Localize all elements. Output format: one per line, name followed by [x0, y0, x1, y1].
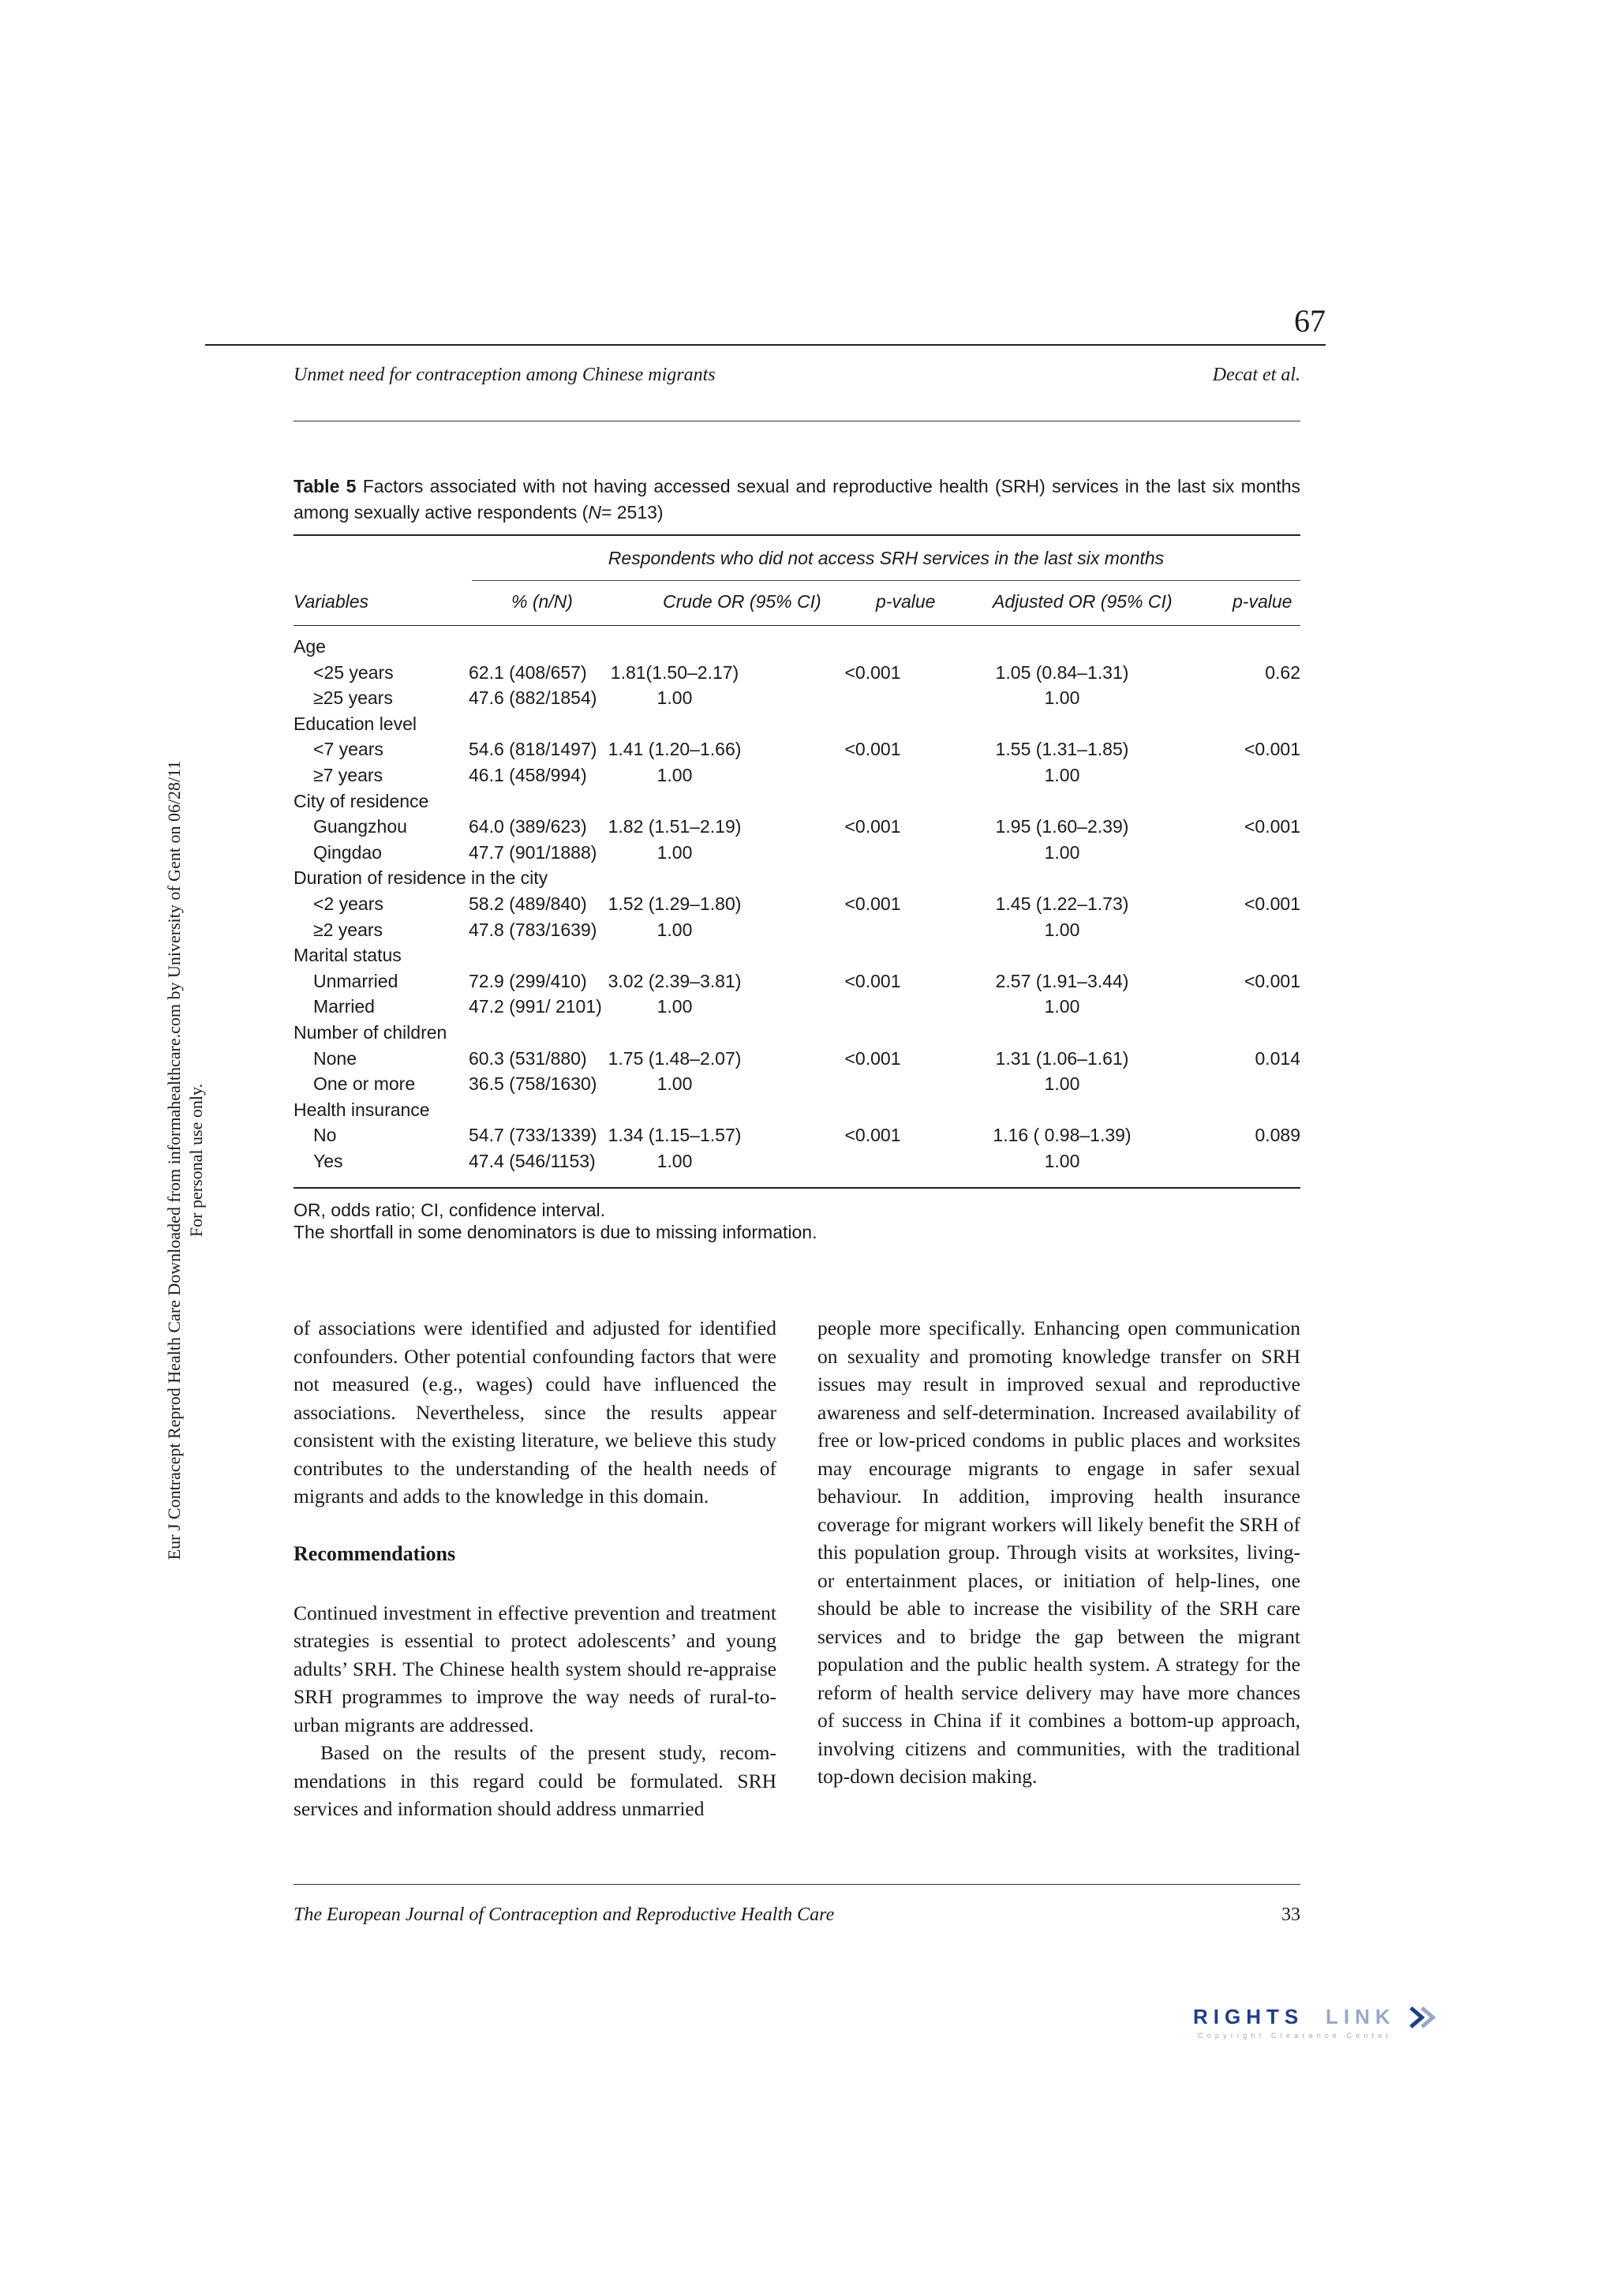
table-cell-crude-or-text: 1.00: [656, 765, 693, 785]
table-row: [294, 739, 1300, 765]
col-header-crude-or: Crude OR (95% CI): [663, 591, 821, 612]
table-cell-percent: 47.8 (783/1639): [469, 919, 597, 940]
table-cell-adjusted-or-text: 2.57 (1.91–3.44): [995, 970, 1129, 991]
table-cell-crude-or-text: 3.02 (2.39–3.81): [608, 970, 742, 991]
rightslink-logo-word: RIGHTS: [1193, 2005, 1304, 2028]
table-cell-variable: One or more: [313, 1073, 416, 1095]
running-authors: Decat et al.: [1212, 365, 1300, 385]
table-cell-crude-or-text: 1.81(1.50–2.17): [610, 661, 739, 683]
table-cell-variable: ≥25 years: [313, 687, 393, 709]
table-row: [294, 816, 1300, 842]
table-row: [294, 1073, 1300, 1099]
table-cell-adjusted-or-text: 1.55 (1.31–1.85): [995, 739, 1129, 760]
top-rule: [205, 344, 1326, 346]
table-cell-percent: 60.3 (531/880): [469, 1047, 587, 1069]
table-cell-p-value-crude-text: <0.001: [844, 661, 901, 683]
table-cell-percent: 54.7 (733/1339): [469, 1125, 597, 1146]
table-caption-n-value: = 2513): [600, 502, 664, 522]
rightslink-logo-graphic: [1193, 2002, 1438, 2041]
table-cell-p-value-crude-text: <0.001: [844, 893, 901, 914]
table-cell-p-value-crude-text: <0.001: [844, 816, 901, 837]
table-cell-p-value-crude-text: <0.001: [844, 970, 901, 991]
table-cell-percent: 47.7 (901/1888): [469, 841, 597, 863]
table-cell-p-value-adjusted: <0.001: [1244, 816, 1300, 837]
table-caption-text: Factors associated with not having accessed sexual and reproductive health (SRH) services in the last six months among sexually active respondents (: [294, 476, 1300, 522]
table-cell-crude-or-text: 1.00: [656, 996, 693, 1017]
table-cell-percent: 62.1 (408/657): [469, 661, 587, 683]
table-label: Table 5: [294, 476, 357, 496]
table-header-rule: [294, 625, 1300, 626]
table-row: [294, 1151, 1300, 1177]
table-cell-variable: Married: [313, 996, 375, 1017]
paragraph-recommendations: Based on the results of the present study, recommendations in this regard could be formulated. SRH services and information should address unmarried: [294, 1741, 776, 1820]
table-span-header: Respondents who did not access SRH services in the last six months: [608, 548, 1165, 568]
download-notice-line-2: For personal use only.: [186, 1083, 206, 1238]
table-cell-adjusted-or-text: 1.00: [1044, 1073, 1080, 1095]
table-group-label: Health insurance: [294, 1099, 430, 1120]
table-row: [294, 1048, 1300, 1074]
body-column-right: [817, 1314, 1300, 1791]
table-cell-crude-or-text: 1.75 (1.48–2.07): [608, 1047, 742, 1069]
table-row: [294, 662, 1300, 688]
section-heading-recommendations: Recommendations: [294, 1541, 456, 1565]
table-cell-p-value-crude-text: <0.001: [844, 739, 901, 760]
table-cell-crude-or-text: 1.00: [656, 841, 693, 863]
table-cell-percent: 72.9 (299/410): [469, 970, 587, 991]
table-cell-percent: 58.2 (489/840): [469, 893, 587, 914]
table-footnote-denominators: The shortfall in some denominators is due to missing information.: [294, 1222, 817, 1242]
table-cell-crude-or-text: 1.00: [656, 1073, 693, 1095]
col-header-p-value-adjusted: p-value: [1233, 591, 1292, 612]
col-header-variables: Variables: [294, 591, 369, 612]
table-cell-adjusted-or-text: 1.00: [1044, 841, 1080, 863]
download-notice: [138, 687, 233, 1634]
table-cell-adjusted-or-text: 1.95 (1.60–2.39): [995, 816, 1129, 837]
table-cell-p-value-adjusted: 0.62: [1265, 661, 1300, 683]
table-cell-adjusted-or-text: 1.05 (0.84–1.31): [995, 661, 1129, 683]
table-caption: [294, 474, 1300, 526]
page-number-top: 67: [1294, 303, 1326, 339]
paragraph-services: people more specifically. Enhancing open communication on sexuality and promoting knowledge transfer on SRH issues may result in improved sexual and reproductive awareness and self-determination. Increased availability of free or low-priced condoms in public places and worksites may encourage migrants to engage in safer sexual behaviour. In addition, improving health insurance coverage for migrant workers will likely benefit the SRH of this population group. Through visits at worksites, living- or entertainment places, or initiation of help-lines, one should be able to increase the visibility of the SRH care services and to bridge the gap between the migrant population and the public health system. A strategy for the reform of health service delivery may have more chances of success in China if it combines a bottom-up approach, involving citizens and communities, with the traditional top-down decision making.: [817, 1317, 1300, 1788]
table-top-rule: [294, 534, 1300, 536]
table-group-label: Marital status: [294, 945, 402, 966]
table-group-row: [294, 1022, 1300, 1048]
table-cell-adjusted-or-text: 1.31 (1.06–1.61): [995, 1047, 1129, 1069]
table-cell-crude-or-text: 1.00: [656, 1151, 693, 1171]
table-group-row: [294, 1099, 1300, 1126]
table-group-row: [294, 714, 1300, 740]
table-cell-variable: None: [313, 1047, 357, 1069]
table-cell-crude-or-text: 1.41 (1.20–1.66): [608, 739, 742, 760]
table-group-label: Number of children: [294, 1022, 447, 1043]
table-span-rule: [472, 580, 1300, 581]
table-cell-variable: Yes: [313, 1151, 343, 1171]
table-cell-adjusted-or-text: 1.45 (1.22–1.73): [995, 893, 1129, 914]
table-cell-crude-or-text: 1.52 (1.29–1.80): [608, 893, 742, 914]
table-row: [294, 920, 1300, 946]
paragraph-investment: Continued investment in effective prevention and treatment strategies is essential to protect adolescents’ and young adults’ SRH. The Chinese health system should re-appraise SRH programmes to improve the way needs of rural-to-urban migrants are addressed.: [294, 1601, 776, 1736]
table-cell-p-value-crude-text: <0.001: [844, 1047, 901, 1069]
table-cell-percent: 46.1 (458/994): [469, 765, 587, 785]
table-cell-crude-or-text: 1.00: [656, 919, 693, 940]
table-cell-percent: 47.6 (882/1854): [469, 687, 597, 709]
table-group-label: City of residence: [294, 790, 429, 811]
table-cell-percent: 54.6 (818/1497): [469, 739, 597, 760]
table-group-row: [294, 791, 1300, 817]
table-cell-adjusted-or-text: 1.16 ( 0.98–1.39): [993, 1125, 1132, 1146]
table-row: [294, 842, 1300, 868]
table-cell-adjusted-or-text: 1.00: [1044, 919, 1080, 940]
table-cell-p-value-adjusted: <0.001: [1244, 970, 1300, 991]
table-cell-variable: ≥2 years: [313, 919, 383, 940]
paragraph-limitations: of associations were identified and adjusted for identified confounders. Other potential confounding factors that were not measured (e.g., wages) could have influenced the associations. Nevertheless, since the results appear consistent with the existing literature, we believe this study contributes to the understanding of the health needs of migrants and adds to the knowledge in this domain.: [294, 1317, 776, 1508]
table-group-label: Education level: [294, 713, 417, 734]
table-row: [294, 996, 1300, 1022]
rightslink-logo: [1193, 2002, 1438, 2041]
table-cell-p-value-adjusted: 0.014: [1255, 1047, 1300, 1069]
table-cell-variable: Qingdao: [313, 841, 382, 863]
table-cell-crude-or-text: 1.34 (1.15–1.57): [608, 1125, 742, 1146]
rightslink-logo-word-link: LINK: [1326, 2005, 1396, 2028]
table-group-label: Duration of residence in the city: [294, 867, 548, 889]
table-group-label: Age: [294, 636, 326, 657]
table-row: [294, 971, 1300, 997]
table-cell-percent: 47.2 (991/ 2101): [469, 996, 602, 1017]
table-group-row: [294, 945, 1300, 971]
table-row: [294, 1125, 1300, 1151]
table-cell-variable: <25 years: [313, 661, 394, 683]
table-row: [294, 765, 1300, 791]
table-cell-crude-or-text: 1.82 (1.51–2.19): [608, 816, 742, 837]
col-header-p-value-crude: p-value: [876, 591, 936, 612]
table-footnote-abbreviations: OR, odds ratio; CI, confidence interval.: [294, 1200, 606, 1220]
col-header-adjusted-or: Adjusted OR (95% CI): [993, 591, 1173, 612]
table-cell-p-value-adjusted: <0.001: [1244, 893, 1300, 914]
table-cell-variable: <7 years: [313, 739, 383, 760]
footer-rule: [294, 1884, 1300, 1885]
col-header-percent: % (n/N): [511, 591, 573, 612]
download-notice-line-1: Eur J Contracept Reprod Health Care Downloaded from informahealthcare.com by University of Gent on 06/28/11: [164, 760, 184, 1560]
table-cell-percent: 47.4 (546/1153): [469, 1151, 596, 1171]
running-title: Unmet need for contraception among Chinese migrants: [294, 365, 716, 385]
body-column-left: [294, 1314, 776, 1823]
rightslink-chevron-icon: [1411, 2008, 1422, 2027]
table-cell-p-value-adjusted: <0.001: [1244, 739, 1300, 760]
table-cell-p-value-adjusted: 0.089: [1255, 1125, 1300, 1146]
table-bottom-rule: [294, 1187, 1300, 1189]
table-cell-adjusted-or-text: 1.00: [1044, 687, 1080, 709]
table-caption-n-symbol: N: [588, 502, 601, 522]
table-cell-variable: No: [313, 1125, 337, 1146]
table-cell-crude-or-text: 1.00: [656, 687, 693, 709]
table-cell-percent: 64.0 (389/623): [469, 816, 587, 837]
table-cell-p-value-crude-text: <0.001: [844, 1125, 901, 1146]
journal-name: The European Journal of Contraception and Reproductive Health Care: [294, 1905, 835, 1925]
table-cell-adjusted-or-text: 1.00: [1044, 765, 1080, 785]
table-cell-percent: 36.5 (758/1630): [469, 1073, 597, 1095]
table-group-row: [294, 636, 1300, 662]
table-cell-adjusted-or-text: 1.00: [1044, 996, 1080, 1017]
table-group-row: [294, 867, 1300, 893]
rightslink-tagline: Copyright Clearance Center: [1198, 2032, 1393, 2039]
table-cell-adjusted-or-text: 1.00: [1044, 1151, 1080, 1171]
table-row: [294, 687, 1300, 714]
table-cell-variable: ≥7 years: [313, 765, 383, 785]
page-number-bottom: 33: [1281, 1905, 1300, 1925]
table-cell-variable: <2 years: [313, 893, 383, 914]
table-row: [294, 893, 1300, 920]
table-cell-variable: Unmarried: [313, 970, 398, 991]
table-cell-variable: Guangzhou: [313, 816, 407, 837]
